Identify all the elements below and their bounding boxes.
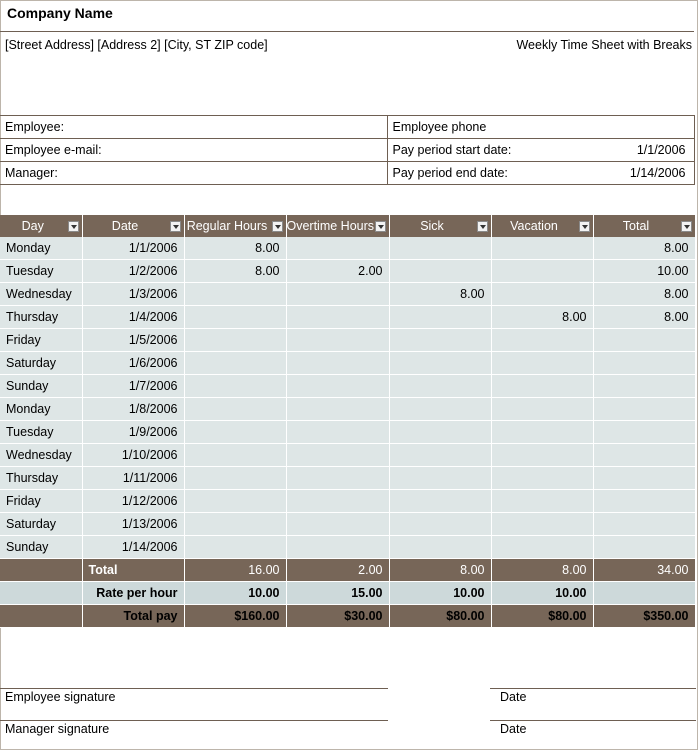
filter-dropdown-icon[interactable] xyxy=(579,221,590,232)
cell-vacation[interactable] xyxy=(491,375,593,398)
table-row xyxy=(0,352,695,375)
cell-regular[interactable] xyxy=(184,490,286,513)
cell-total xyxy=(593,329,695,352)
cell-regular[interactable] xyxy=(184,306,286,329)
cell-date[interactable]: 1/14/2006 xyxy=(82,536,184,559)
employee-date-line xyxy=(490,688,696,689)
cell-day[interactable]: Saturday xyxy=(0,352,82,375)
cell-total: 8.00 xyxy=(593,283,695,306)
cell-sick[interactable] xyxy=(389,421,491,444)
cell-overtime[interactable] xyxy=(286,467,389,490)
cell-overtime[interactable] xyxy=(286,490,389,513)
rate-row xyxy=(0,582,695,605)
cell-total: 10.00 xyxy=(593,260,695,283)
totals-row xyxy=(0,559,695,582)
cell-total xyxy=(593,352,695,375)
table-row xyxy=(0,536,695,559)
cell-total xyxy=(593,513,695,536)
cell-date[interactable]: 1/12/2006 xyxy=(82,490,184,513)
cell-day[interactable]: Thursday xyxy=(0,306,82,329)
pay-start-value[interactable]: 1/1/2006 xyxy=(624,139,694,162)
pay-start-label: Pay period start date: xyxy=(387,139,624,162)
rate-sick[interactable]: 10.00 xyxy=(389,582,491,605)
rate-overtime[interactable]: 15.00 xyxy=(286,582,389,605)
employee-phone-label: Employee phone xyxy=(387,116,624,139)
cell-day[interactable]: Thursday xyxy=(0,467,82,490)
cell-day[interactable]: Monday xyxy=(0,398,82,421)
manager-date-line xyxy=(490,720,696,721)
filter-dropdown-icon[interactable] xyxy=(68,221,79,232)
rate-total xyxy=(593,582,695,605)
cell-overtime[interactable] xyxy=(286,444,389,467)
company-name: Company Name xyxy=(7,5,113,21)
column-header-label: Overtime Hours xyxy=(286,219,375,233)
cell-date[interactable]: 1/3/2006 xyxy=(82,283,184,306)
table-row xyxy=(0,283,695,306)
manager-label: Manager: xyxy=(0,162,387,185)
cell-vacation[interactable] xyxy=(491,444,593,467)
filter-dropdown-icon[interactable] xyxy=(170,221,181,232)
cell-vacation[interactable] xyxy=(491,260,593,283)
cell-overtime[interactable] xyxy=(286,513,389,536)
manager-signature-line xyxy=(0,720,388,721)
cell-overtime[interactable] xyxy=(286,352,389,375)
pay-overtime: $30.00 xyxy=(286,605,389,628)
cell-total xyxy=(593,467,695,490)
pay-sick: $80.00 xyxy=(389,605,491,628)
cell-sick[interactable] xyxy=(389,467,491,490)
cell-total xyxy=(593,536,695,559)
column-header-overtime xyxy=(286,215,389,237)
filter-dropdown-icon[interactable] xyxy=(375,221,386,232)
cell-day[interactable]: Tuesday xyxy=(0,421,82,444)
cell-regular[interactable] xyxy=(184,352,286,375)
total-total: 34.00 xyxy=(593,559,695,582)
cell-regular[interactable] xyxy=(184,536,286,559)
timesheet-table xyxy=(0,215,696,628)
header-divider xyxy=(0,31,694,32)
company-address: [Street Address] [Address 2] [City, ST ZIP code] xyxy=(5,38,268,52)
cell-sick[interactable] xyxy=(389,398,491,421)
table-row xyxy=(0,329,695,352)
cell-date[interactable]: 1/6/2006 xyxy=(82,352,184,375)
cell-vacation[interactable] xyxy=(491,329,593,352)
pay-total: $350.00 xyxy=(593,605,695,628)
pay-regular: $160.00 xyxy=(184,605,286,628)
table-row xyxy=(0,260,695,283)
cell-total xyxy=(593,421,695,444)
cell-sick[interactable] xyxy=(389,306,491,329)
pay-vacation: $80.00 xyxy=(491,605,593,628)
cell-regular[interactable] xyxy=(184,329,286,352)
cell-date[interactable]: 1/7/2006 xyxy=(82,375,184,398)
cell-day[interactable]: Sunday xyxy=(0,536,82,559)
cell-overtime[interactable] xyxy=(286,306,389,329)
cell-overtime[interactable] xyxy=(286,398,389,421)
filter-dropdown-icon[interactable] xyxy=(681,221,692,232)
cell-overtime[interactable] xyxy=(286,375,389,398)
cell-date[interactable]: 1/5/2006 xyxy=(82,329,184,352)
cell-overtime[interactable] xyxy=(286,421,389,444)
total-sick: 8.00 xyxy=(389,559,491,582)
column-header-sick xyxy=(389,215,491,237)
cell-day[interactable]: Sunday xyxy=(0,375,82,398)
cell-sick[interactable] xyxy=(389,352,491,375)
cell-day[interactable]: Monday xyxy=(0,237,82,260)
pay-end-label: Pay period end date: xyxy=(387,162,624,185)
cell-day[interactable]: Wednesday xyxy=(0,444,82,467)
cell-sick[interactable] xyxy=(389,237,491,260)
document-title: Weekly Time Sheet with Breaks xyxy=(516,38,692,52)
cell-date[interactable]: 1/11/2006 xyxy=(82,467,184,490)
cell-date[interactable]: 1/13/2006 xyxy=(82,513,184,536)
rate-regular[interactable]: 10.00 xyxy=(184,582,286,605)
cell-date[interactable]: 1/2/2006 xyxy=(82,260,184,283)
cell-day[interactable]: Wednesday xyxy=(0,283,82,306)
cell-date[interactable]: 1/8/2006 xyxy=(82,398,184,421)
cell-sick[interactable] xyxy=(389,260,491,283)
cell-date[interactable]: 1/10/2006 xyxy=(82,444,184,467)
cell-sick[interactable] xyxy=(389,536,491,559)
table-row xyxy=(0,467,695,490)
cell-overtime[interactable] xyxy=(286,329,389,352)
cell-date[interactable]: 1/1/2006 xyxy=(82,237,184,260)
cell-regular[interactable] xyxy=(184,467,286,490)
table-row xyxy=(0,444,695,467)
manager-date-label: Date xyxy=(500,722,527,736)
cell-sick[interactable]: 8.00 xyxy=(389,283,491,306)
employee-email-label: Employee e-mail: xyxy=(0,139,387,162)
column-header-total xyxy=(593,215,695,237)
cell-day[interactable]: Friday xyxy=(0,490,82,513)
cell-vacation[interactable]: 8.00 xyxy=(491,306,593,329)
cell-sick[interactable] xyxy=(389,513,491,536)
pay-spacer xyxy=(0,605,82,628)
table-row xyxy=(0,421,695,444)
total-vacation: 8.00 xyxy=(491,559,593,582)
cell-regular[interactable]: 8.00 xyxy=(184,260,286,283)
cell-regular[interactable] xyxy=(184,513,286,536)
timesheet-header-row xyxy=(0,215,695,237)
employee-date-label: Date xyxy=(500,690,527,704)
cell-overtime[interactable]: 2.00 xyxy=(286,260,389,283)
cell-vacation[interactable] xyxy=(491,237,593,260)
cell-overtime[interactable] xyxy=(286,283,389,306)
table-row xyxy=(0,375,695,398)
manager-signature-label: Manager signature xyxy=(5,722,110,736)
column-header-label: Date xyxy=(111,219,139,233)
table-row xyxy=(0,513,695,536)
cell-total: 8.00 xyxy=(593,237,695,260)
total-overtime: 2.00 xyxy=(286,559,389,582)
table-row xyxy=(0,490,695,513)
total-regular: 16.00 xyxy=(184,559,286,582)
filter-dropdown-icon[interactable] xyxy=(477,221,488,232)
cell-vacation[interactable] xyxy=(491,513,593,536)
column-header-vacation xyxy=(491,215,593,237)
cell-vacation[interactable] xyxy=(491,352,593,375)
pay-row xyxy=(0,605,695,628)
cell-overtime[interactable] xyxy=(286,237,389,260)
employee-signature-line xyxy=(0,688,388,689)
cell-total xyxy=(593,490,695,513)
cell-sick[interactable] xyxy=(389,329,491,352)
cell-date[interactable]: 1/9/2006 xyxy=(82,421,184,444)
rate-spacer xyxy=(0,582,82,605)
cell-day[interactable]: Saturday xyxy=(0,513,82,536)
pay-label: Total pay xyxy=(82,605,184,628)
employee-signature-label: Employee signature xyxy=(5,690,116,704)
timesheet-body xyxy=(0,237,695,559)
cell-regular[interactable] xyxy=(184,283,286,306)
totals-label: Total xyxy=(82,559,184,582)
table-row xyxy=(0,398,695,421)
cell-vacation[interactable] xyxy=(491,536,593,559)
column-header-label: Sick xyxy=(420,219,444,233)
cell-date[interactable]: 1/4/2006 xyxy=(82,306,184,329)
cell-day[interactable]: Tuesday xyxy=(0,260,82,283)
employee-phone-value[interactable] xyxy=(624,116,694,139)
column-header-label: Day xyxy=(21,219,44,233)
rate-vacation[interactable]: 10.00 xyxy=(491,582,593,605)
cell-regular[interactable]: 8.00 xyxy=(184,237,286,260)
column-header-regular xyxy=(184,215,286,237)
cell-vacation[interactable] xyxy=(491,490,593,513)
cell-sick[interactable] xyxy=(389,444,491,467)
cell-total xyxy=(593,398,695,421)
cell-total: 8.00 xyxy=(593,306,695,329)
cell-regular[interactable] xyxy=(184,421,286,444)
cell-regular[interactable] xyxy=(184,444,286,467)
employee-label: Employee: xyxy=(0,116,387,139)
column-header-label: Regular Hours xyxy=(186,219,268,233)
filter-dropdown-icon[interactable] xyxy=(272,221,283,232)
employee-info-table xyxy=(0,115,695,185)
column-header-label: Total xyxy=(622,219,650,233)
cell-vacation[interactable] xyxy=(491,283,593,306)
cell-vacation[interactable] xyxy=(491,421,593,444)
cell-vacation[interactable] xyxy=(491,398,593,421)
column-header-label: Vacation xyxy=(510,219,558,233)
cell-day[interactable]: Friday xyxy=(0,329,82,352)
pay-end-value[interactable]: 1/14/2006 xyxy=(624,162,694,185)
cell-overtime[interactable] xyxy=(286,536,389,559)
cell-regular[interactable] xyxy=(184,398,286,421)
table-row xyxy=(0,306,695,329)
cell-sick[interactable] xyxy=(389,375,491,398)
totals-spacer xyxy=(0,559,82,582)
rate-label: Rate per hour xyxy=(82,582,184,605)
cell-regular[interactable] xyxy=(184,375,286,398)
table-row xyxy=(0,237,695,260)
cell-vacation[interactable] xyxy=(491,467,593,490)
cell-total xyxy=(593,444,695,467)
column-header-day xyxy=(0,215,82,237)
column-header-date xyxy=(82,215,184,237)
cell-sick[interactable] xyxy=(389,490,491,513)
cell-total xyxy=(593,375,695,398)
